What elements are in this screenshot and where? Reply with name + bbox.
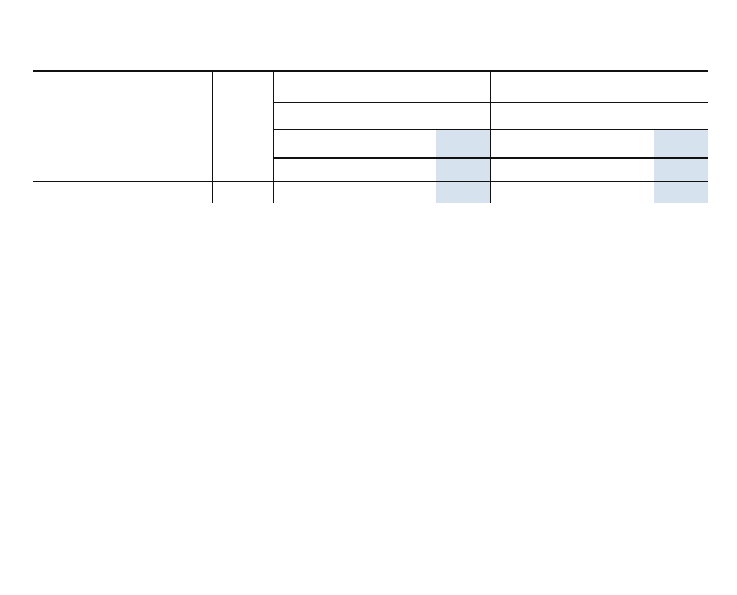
yoy-value	[491, 158, 545, 181]
mom-value	[382, 181, 436, 203]
mom-value	[273, 181, 327, 203]
header-group-yoy	[491, 71, 708, 103]
yoy-value	[599, 181, 653, 203]
mom-value	[382, 158, 436, 181]
row-label	[33, 158, 212, 181]
mom-value	[328, 181, 382, 203]
table-row	[33, 158, 708, 181]
header-year-mom	[273, 103, 490, 130]
table-row	[33, 181, 708, 203]
yoy-value	[545, 158, 599, 181]
header-weight	[212, 71, 273, 158]
header-yoy-month	[599, 130, 653, 159]
header-item	[33, 71, 212, 158]
row-weight	[212, 181, 273, 203]
row-label	[33, 181, 212, 203]
yoy-value	[545, 181, 599, 203]
mom-value	[273, 158, 327, 181]
header-mom-month	[328, 130, 382, 159]
header-mom-month	[382, 130, 436, 159]
header-mom-month	[436, 130, 490, 159]
yoy-value	[654, 158, 708, 181]
mom-value	[436, 181, 490, 203]
header-yoy-month	[654, 130, 708, 159]
mom-value	[436, 158, 490, 181]
header-group-mom	[273, 71, 490, 103]
row-weight	[212, 158, 273, 181]
yoy-value	[654, 181, 708, 203]
yoy-value	[599, 158, 653, 181]
header-yoy-month	[491, 130, 545, 159]
yoy-value	[491, 181, 545, 203]
header-yoy-month	[545, 130, 599, 159]
header-year-yoy	[491, 103, 708, 130]
mom-value	[328, 158, 382, 181]
header-mom-month	[273, 130, 327, 159]
ppi-table	[33, 70, 708, 203]
